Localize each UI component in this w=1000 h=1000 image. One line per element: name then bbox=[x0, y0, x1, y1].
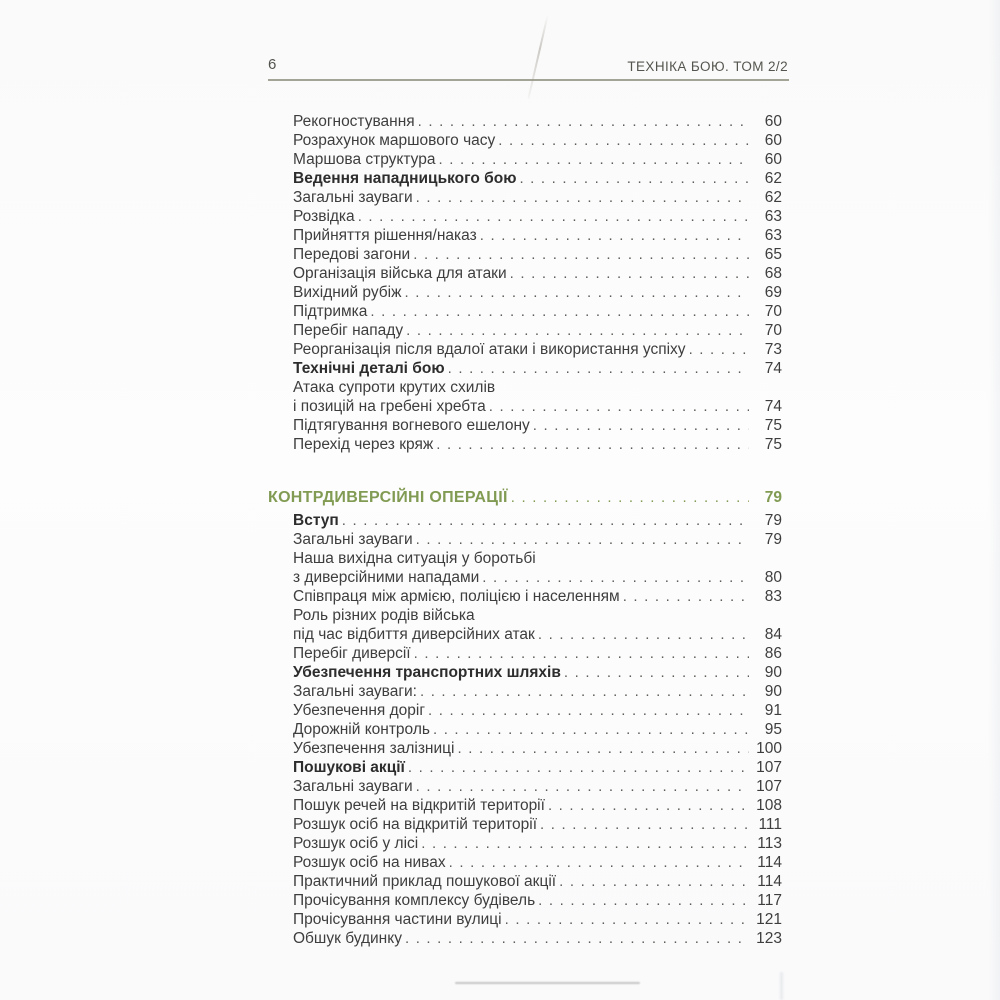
page-edge-shading bbox=[780, 972, 783, 1000]
toc-entry-page: 75 bbox=[764, 417, 782, 434]
toc-entry bbox=[268, 663, 782, 682]
toc-entry bbox=[268, 587, 782, 606]
toc-entry-page: 111 bbox=[758, 816, 782, 833]
toc-entry-label: Маршова структура bbox=[293, 151, 436, 168]
toc-entry bbox=[268, 112, 782, 131]
toc-entry-label: Убезпечення доріг bbox=[293, 702, 425, 719]
toc-entry bbox=[268, 245, 782, 264]
toc-entry-page: 84 bbox=[764, 626, 782, 643]
toc-entry-label: Розшук осіб у лісі bbox=[293, 835, 419, 852]
toc-entry-page: 68 bbox=[764, 265, 782, 282]
toc-entry-page: 107 bbox=[756, 759, 782, 776]
dot-leader bbox=[620, 587, 749, 606]
toc-entry-label: Атака супроти крутих схилів bbox=[293, 379, 496, 396]
dot-leader bbox=[530, 416, 749, 435]
dot-leader bbox=[508, 487, 749, 509]
toc-entry bbox=[268, 435, 782, 454]
dot-leader bbox=[339, 511, 749, 530]
toc-entry-page: 70 bbox=[764, 322, 782, 339]
toc-entry-label: Загальні зауваги bbox=[293, 531, 413, 548]
dot-leader bbox=[433, 435, 749, 454]
toc-entry-page: 83 bbox=[764, 588, 782, 605]
toc-entry-page: 79 bbox=[764, 489, 782, 506]
toc-entry-label: Перебіг нападу bbox=[293, 322, 404, 339]
dot-leader bbox=[415, 112, 749, 131]
toc-entry bbox=[268, 549, 782, 568]
scan-scratch-artifact bbox=[527, 15, 548, 99]
toc-entry bbox=[268, 777, 782, 796]
toc-entry bbox=[268, 682, 782, 701]
dot-leader bbox=[446, 853, 749, 872]
toc-entry-page: 63 bbox=[764, 208, 782, 225]
toc-entry-label: Рекогностування bbox=[293, 113, 415, 130]
toc-entry bbox=[268, 568, 782, 587]
toc-entry-page: 108 bbox=[756, 797, 782, 814]
toc-entry-label: з диверсійними нападами bbox=[293, 569, 480, 586]
toc-entry bbox=[268, 131, 782, 150]
toc-entry bbox=[268, 530, 782, 549]
toc-entry bbox=[268, 378, 782, 397]
toc-entry-label: Ведення нападницького бою bbox=[293, 170, 517, 187]
dot-leader bbox=[502, 910, 749, 929]
dot-leader bbox=[402, 929, 749, 948]
toc-entry bbox=[268, 302, 782, 321]
toc-entry-label: Розшук осіб на нивах bbox=[293, 854, 446, 871]
toc-entry-label: Пошукові акції bbox=[293, 759, 405, 776]
toc-entry-page: 91 bbox=[764, 702, 782, 719]
dot-leader bbox=[537, 815, 749, 834]
toc-entry-label: і позицій на гребені хребта bbox=[293, 398, 486, 415]
toc-entry-page: 123 bbox=[756, 930, 782, 947]
toc-entry-label: Пошук речей на відкритій території bbox=[293, 797, 545, 814]
dot-leader bbox=[535, 891, 749, 910]
toc-entry-page: 80 bbox=[764, 569, 782, 586]
toc-entry-page: 74 bbox=[764, 398, 782, 415]
toc-entry bbox=[268, 188, 782, 207]
toc-entry bbox=[268, 853, 782, 872]
dot-leader bbox=[410, 245, 749, 264]
toc-entry-label: КОНТРДИВЕРСІЙНІ ОПЕРАЦІЇ bbox=[268, 489, 508, 506]
toc-entry-label: Організація війська для атаки bbox=[293, 265, 507, 282]
toc-entry bbox=[268, 150, 782, 169]
toc-entry-label: Прочісування комплексу будівель bbox=[293, 892, 536, 909]
toc-entry-page: 114 bbox=[757, 854, 782, 871]
toc-entry bbox=[268, 815, 782, 834]
toc-entry-page: 62 bbox=[764, 189, 782, 206]
toc-entry bbox=[268, 283, 782, 302]
page-edge-shading bbox=[988, 0, 1000, 1000]
dot-leader bbox=[413, 777, 749, 796]
toc-entry-page: 86 bbox=[764, 645, 782, 662]
dot-leader bbox=[686, 340, 749, 359]
toc-entry bbox=[268, 487, 782, 509]
toc-entry bbox=[268, 891, 782, 910]
header-rule bbox=[268, 79, 789, 81]
toc-entry-page: 62 bbox=[764, 170, 782, 187]
dot-leader bbox=[430, 720, 749, 739]
toc-entry bbox=[268, 207, 782, 226]
toc-entry-page: 69 bbox=[764, 284, 782, 301]
toc-entry-label: Прийняття рішення/наказ bbox=[293, 227, 477, 244]
dot-leader bbox=[486, 397, 749, 416]
toc-entry-label: Обшук будинку bbox=[293, 930, 402, 947]
toc-entry-label: Загальні зауваги: bbox=[293, 683, 417, 700]
toc-entry-label: Розвідка bbox=[293, 208, 355, 225]
toc-entry-page: 75 bbox=[764, 436, 782, 453]
toc-entry-label: Убезпечення залізниці bbox=[293, 740, 455, 757]
dot-leader bbox=[435, 150, 749, 169]
toc-entry bbox=[268, 321, 782, 340]
toc-entry-page: 95 bbox=[764, 721, 782, 738]
toc-entry-label: Розрахунок маршового часу bbox=[293, 132, 496, 149]
toc-entry bbox=[268, 359, 782, 378]
dot-leader bbox=[401, 283, 749, 302]
toc-entry-label: Підтримка bbox=[293, 303, 368, 320]
toc-entry-label: Співпраця між армією, поліцією і населенням bbox=[293, 588, 620, 605]
dot-leader bbox=[418, 834, 749, 853]
dot-leader bbox=[413, 530, 749, 549]
toc-entry-label: Перехід через кряж bbox=[293, 436, 434, 453]
toc-entry-label: Роль різних родів війська bbox=[293, 607, 475, 624]
toc-entry bbox=[268, 264, 782, 283]
toc-entry-label: Дорожній контроль bbox=[293, 721, 430, 738]
toc-entry-page: 113 bbox=[757, 835, 782, 852]
toc-entry-page: 60 bbox=[764, 132, 782, 149]
dot-leader bbox=[445, 359, 749, 378]
toc-entry-label: Технічні деталі бою bbox=[293, 360, 445, 377]
dot-leader bbox=[507, 264, 749, 283]
dot-leader bbox=[556, 872, 749, 891]
toc-entry bbox=[268, 625, 782, 644]
dot-leader bbox=[561, 663, 749, 682]
toc-entry-label: Практичний приклад пошукової акції bbox=[293, 873, 557, 890]
toc-entry bbox=[268, 758, 782, 777]
dot-leader bbox=[425, 701, 749, 720]
toc-entry-label: Реорганізація після вдалої атаки і використання успіху bbox=[293, 341, 686, 358]
dot-leader bbox=[477, 226, 749, 245]
dot-leader bbox=[405, 758, 749, 777]
toc-entry bbox=[268, 644, 782, 663]
toc-entry-page: 107 bbox=[756, 778, 782, 795]
dot-leader bbox=[454, 739, 749, 758]
toc-entry bbox=[268, 606, 782, 625]
toc-entry bbox=[268, 739, 782, 758]
toc-entry bbox=[268, 226, 782, 245]
dot-leader bbox=[417, 682, 749, 701]
dot-leader bbox=[367, 302, 749, 321]
toc-entry bbox=[268, 701, 782, 720]
dot-leader bbox=[355, 207, 749, 226]
toc-entry-page: 114 bbox=[757, 873, 782, 890]
toc-entry-page: 74 bbox=[764, 360, 782, 377]
toc-entry-page: 79 bbox=[764, 531, 782, 548]
dot-leader bbox=[545, 796, 749, 815]
toc-entry bbox=[268, 416, 782, 435]
scan-smudge-artifact bbox=[455, 982, 640, 984]
toc-entry-label: Наша вихідна ситуація у боротьбі bbox=[293, 550, 536, 567]
dot-leader bbox=[413, 188, 749, 207]
toc-entry-label: Вихідний рубіж bbox=[293, 284, 402, 301]
toc-entry-page: 60 bbox=[764, 151, 782, 168]
toc-entry bbox=[268, 929, 782, 948]
toc-entry-label: Перебіг диверсії bbox=[293, 645, 411, 662]
toc-entry bbox=[268, 511, 782, 530]
toc-entry bbox=[268, 872, 782, 891]
toc-entry bbox=[268, 834, 782, 853]
toc-entry bbox=[268, 169, 782, 188]
dot-leader bbox=[535, 625, 749, 644]
toc-entry-page: 63 bbox=[764, 227, 782, 244]
toc-entry-label: Загальні зауваги bbox=[293, 189, 413, 206]
dot-leader bbox=[479, 568, 749, 587]
page-number: 6 bbox=[268, 56, 277, 73]
table-of-contents bbox=[268, 112, 782, 948]
dot-leader bbox=[403, 321, 749, 340]
toc-entry-label: Загальні зауваги bbox=[293, 778, 413, 795]
toc-entry bbox=[268, 910, 782, 929]
dot-leader bbox=[495, 131, 749, 150]
dot-leader bbox=[516, 169, 749, 188]
toc-entry-page: 73 bbox=[764, 341, 782, 358]
toc-entry-label: під час відбиття диверсійних атак bbox=[293, 626, 535, 643]
toc-entry bbox=[268, 796, 782, 815]
toc-entry-page: 60 bbox=[764, 113, 782, 130]
toc-entry-page: 90 bbox=[764, 683, 782, 700]
toc-entry-page: 70 bbox=[764, 303, 782, 320]
toc-entry-label: Прочісування частини вулиці bbox=[293, 911, 502, 928]
toc-entry-page: 121 bbox=[756, 911, 782, 928]
toc-entry-label: Підтягування вогневого ешелону bbox=[293, 417, 530, 434]
toc-entry-label: Розшук осіб на відкритій території bbox=[293, 816, 537, 833]
toc-entry-page: 100 bbox=[756, 740, 782, 757]
toc-entry-page: 79 bbox=[764, 512, 782, 529]
toc-entry bbox=[268, 340, 782, 359]
running-title: ТЕХНІКА БОЮ. ТОМ 2/2 bbox=[627, 59, 788, 74]
dot-leader bbox=[411, 644, 749, 663]
toc-entry-page: 90 bbox=[764, 664, 782, 681]
toc-entry-label: Вступ bbox=[293, 512, 339, 529]
toc-entry-page: 117 bbox=[757, 892, 782, 909]
toc-entry-label: Передові загони bbox=[293, 246, 411, 263]
toc-entry bbox=[268, 397, 782, 416]
toc-entry-label: Убезпечення транспортних шляхів bbox=[293, 664, 561, 681]
toc-entry-page: 65 bbox=[764, 246, 782, 263]
toc-entry bbox=[268, 720, 782, 739]
